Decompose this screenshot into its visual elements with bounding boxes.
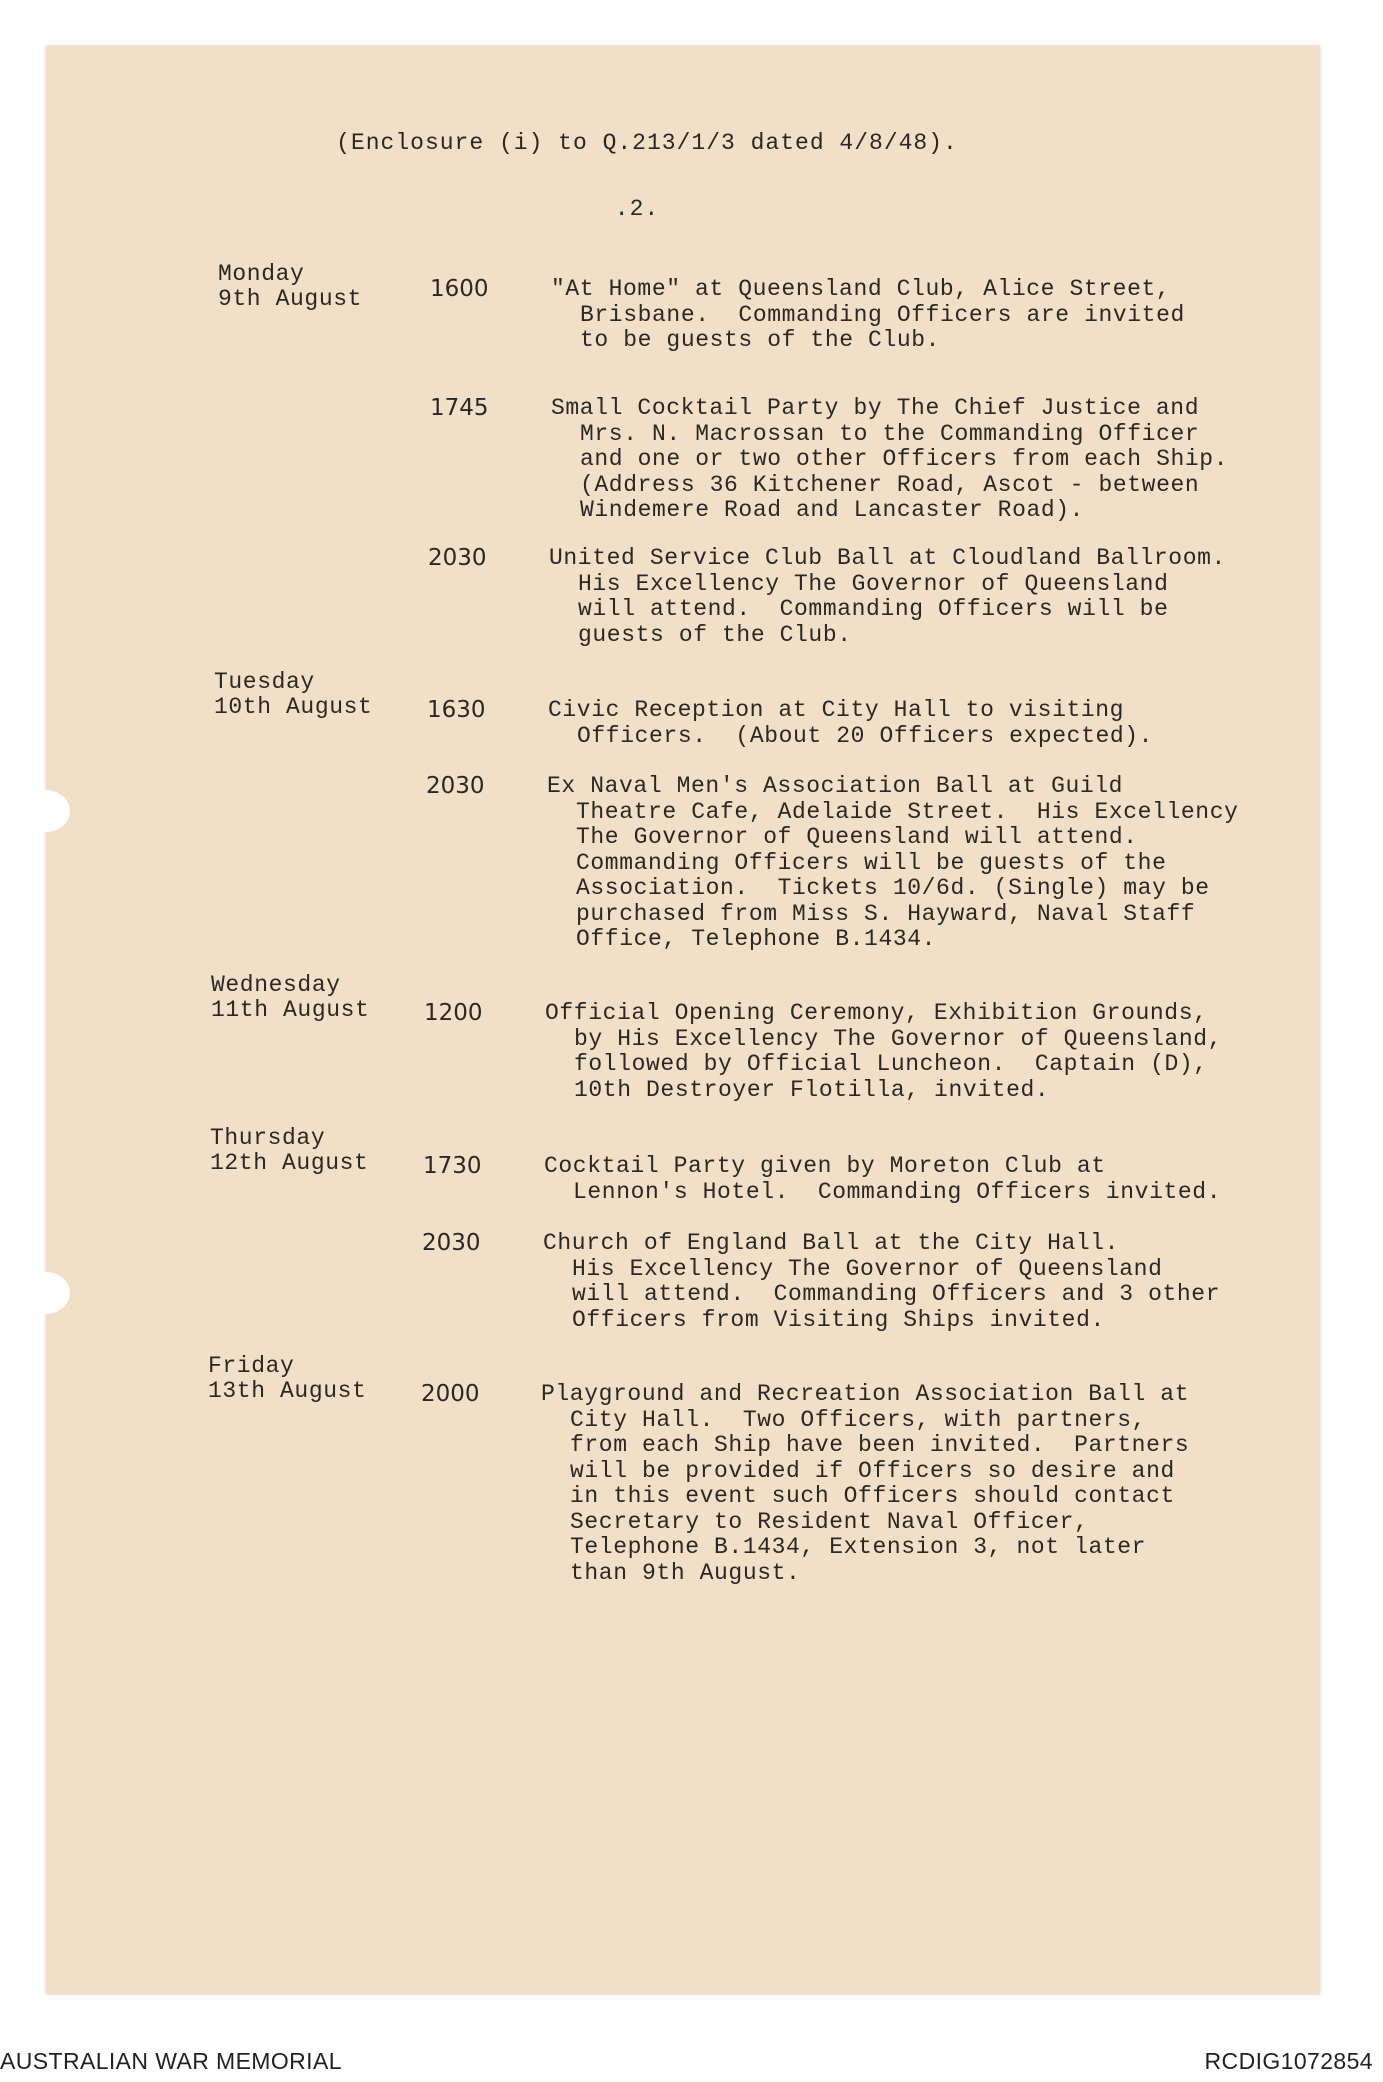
description-line: in this event such Officers should contact bbox=[570, 1483, 1175, 1509]
entry-day: Thursday 12th August bbox=[210, 1125, 369, 1176]
description-line: 10th Destroyer Flotilla, invited. bbox=[574, 1076, 1050, 1103]
footer-institution: AUSTRALIAN WAR MEMORIAL bbox=[0, 2048, 342, 2074]
description-line: Church of England Ball at the City Hall. bbox=[543, 1230, 1120, 1256]
description-line: Mrs. N. Macrossan to the Commanding Officer bbox=[580, 420, 1200, 447]
entry-time: 1630 bbox=[427, 697, 486, 723]
entry-description bbox=[547, 774, 1307, 953]
document-page bbox=[46, 46, 1320, 1994]
description-line: Officers from Visiting Ships invited. bbox=[572, 1306, 1105, 1333]
description-line: (Address 36 Kitchener Road, Ascot - between bbox=[580, 471, 1200, 498]
description-line: guests of the Club. bbox=[578, 621, 852, 648]
description-line: "At Home" at Queensland Club, Alice Street, bbox=[551, 276, 1171, 302]
entry-time: 2030 bbox=[428, 545, 487, 571]
description-line: His Excellency The Governor of Queensland bbox=[572, 1255, 1163, 1282]
entry-description bbox=[548, 698, 1308, 749]
entry-description bbox=[544, 1154, 1304, 1205]
entry-time: 2030 bbox=[426, 773, 485, 799]
description-line: Association. Tickets 10/6d. (Single) may be bbox=[576, 875, 1210, 901]
entry-description bbox=[551, 277, 1311, 354]
description-line: to be guests of the Club. bbox=[580, 327, 941, 353]
page-number: .2. bbox=[614, 196, 660, 222]
description-line: Commanding Officers will be guests of the bbox=[576, 849, 1167, 876]
description-line: The Governor of Queensland will attend. bbox=[576, 824, 1138, 850]
description-line: Officers. (About 20 Officers expected). bbox=[577, 722, 1154, 749]
description-line: Lennon's Hotel. Commanding Officers invited. bbox=[573, 1178, 1222, 1205]
description-line: will attend. Commanding Officers will be bbox=[578, 596, 1169, 622]
entry-time: 2000 bbox=[421, 1381, 480, 1407]
punch-hole-upper bbox=[22, 790, 70, 832]
entry-description bbox=[549, 546, 1309, 648]
entry-day: Wednesday 11th August bbox=[211, 972, 370, 1023]
footer-identifier: RCDIG1072854 bbox=[1204, 2048, 1373, 2074]
description-line: will be provided if Officers so desire and bbox=[570, 1457, 1175, 1484]
description-line: Secretary to Resident Naval Officer, bbox=[570, 1508, 1089, 1535]
entry-time: 1745 bbox=[430, 395, 489, 421]
description-line: than 9th August. bbox=[570, 1559, 801, 1586]
entry-description bbox=[541, 1382, 1301, 1586]
description-line: Playground and Recreation Association Ball at bbox=[541, 1381, 1190, 1407]
entry-description bbox=[551, 396, 1311, 524]
punch-hole-lower bbox=[22, 1272, 70, 1314]
entry-time: 1600 bbox=[430, 276, 489, 302]
entry-day: Tuesday 10th August bbox=[214, 669, 373, 720]
description-line: Telephone B.1434, Extension 3, not later bbox=[570, 1534, 1147, 1560]
entry-description bbox=[545, 1001, 1305, 1103]
description-line: will attend. Commanding Officers and 3 other bbox=[572, 1281, 1221, 1307]
description-line: Theatre Cafe, Adelaide Street. His Excellency bbox=[576, 798, 1239, 825]
description-line: Civic Reception at City Hall to visiting bbox=[548, 697, 1125, 723]
description-line: purchased from Miss S. Hayward, Naval Staff bbox=[576, 900, 1196, 927]
entry-description bbox=[543, 1231, 1303, 1333]
description-line: City Hall. Two Officers, with partners, bbox=[570, 1406, 1147, 1433]
description-line: Cocktail Party given by Moreton Club at bbox=[544, 1153, 1106, 1179]
description-line: followed by Official Luncheon. Captain (D), bbox=[574, 1051, 1208, 1077]
description-line: Windemere Road and Lancaster Road). bbox=[580, 497, 1085, 523]
description-line: United Service Club Ball at Cloudland Ballroom. bbox=[549, 545, 1226, 571]
description-line: Small Cocktail Party by The Chief Justice and bbox=[551, 395, 1200, 421]
entry-time: 2030 bbox=[422, 1230, 481, 1256]
entry-day: Friday 13th August bbox=[208, 1353, 367, 1404]
description-line: by His Excellency The Governor of Queensland, bbox=[574, 1025, 1223, 1052]
description-line: Official Opening Ceremony, Exhibition Grounds, bbox=[545, 1000, 1208, 1026]
description-line: Office, Telephone B.1434. bbox=[576, 926, 937, 952]
description-line: from each Ship have been invited. Partners bbox=[570, 1432, 1190, 1458]
entry-day: Monday 9th August bbox=[218, 261, 363, 312]
entry-time: 1730 bbox=[423, 1153, 482, 1179]
description-line: His Excellency The Governor of Queensland bbox=[578, 570, 1169, 597]
description-line: Brisbane. Commanding Officers are invited bbox=[580, 301, 1185, 328]
description-line: and one or two other Officers from each Ship. bbox=[580, 446, 1229, 472]
enclosure-reference: (Enclosure (i) to Q.213/1/3 dated 4/8/48). bbox=[336, 130, 958, 156]
entry-time: 1200 bbox=[424, 1000, 483, 1026]
description-line: Ex Naval Men's Association Ball at Guild bbox=[547, 773, 1124, 799]
